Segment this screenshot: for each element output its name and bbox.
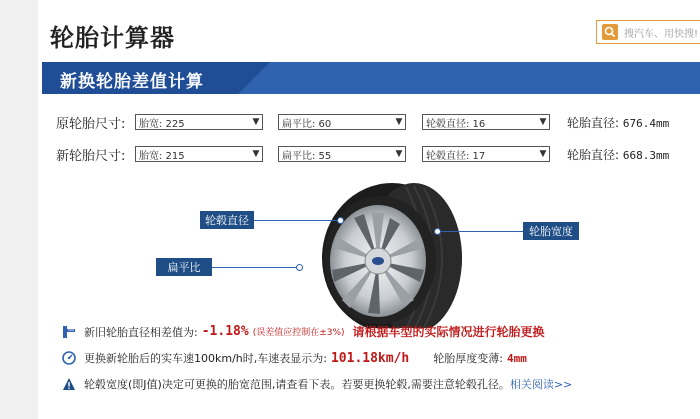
new-tire-label: 新轮胎尺寸: [56, 148, 126, 164]
diameter-diff-warning: 请根据车型的实际情况进行轮胎更换 [352, 325, 545, 339]
original-diameter [567, 114, 669, 131]
chevron-down-icon: ▼ [252, 117, 260, 127]
speed-value: 101.18km/h [330, 350, 410, 366]
original-ratio-value: 扁平比: 60 [282, 118, 332, 130]
rim-diameter-leader [254, 220, 339, 221]
diameter-diff-row [62, 323, 545, 340]
aspect-ratio-dot [296, 264, 303, 271]
rim-diameter-tag: 轮毂直径 [200, 211, 254, 229]
aspect-ratio-tag: 扁平比 [156, 258, 212, 276]
chevron-down-icon: ▼ [539, 117, 547, 127]
diameter-diff-note: (误差值应控制在±3%) [252, 328, 345, 338]
new-diameter [567, 146, 669, 163]
chevron-down-icon: ▼ [252, 149, 260, 159]
original-diameter-value: 676.4mm [622, 117, 670, 130]
warning-icon [62, 377, 76, 391]
chevron-down-icon: ▼ [395, 117, 403, 127]
search-icon[interactable] [602, 24, 618, 40]
tire-illustration [302, 178, 462, 328]
speedometer-icon [62, 351, 76, 365]
new-width-value: 胎宽: 215 [139, 150, 185, 162]
original-width-value: 胎宽: 225 [139, 118, 185, 130]
new-ratio-value: 扁平比: 55 [282, 150, 332, 162]
new-ratio-select[interactable] [278, 146, 406, 162]
diameter-diff-value: -1.18% [201, 324, 249, 339]
thickness-value: 4mm [506, 351, 527, 365]
section-title: 新换轮胎差值计算 [60, 72, 204, 92]
tip-text: 轮毂宽度(即J值)决定可更换的胎宽范围,请查看下表。若要更换轮毂,需要注意轮毂孔径。 [84, 378, 510, 391]
chevron-down-icon: ▼ [539, 149, 547, 159]
new-width-select[interactable] [135, 146, 263, 162]
tire-width-dot [434, 228, 441, 235]
related-reading-link[interactable]: 相关阅读>> [509, 378, 573, 391]
original-rim-value: 轮毂直径: 16 [426, 118, 486, 130]
new-rim-value: 轮毂直径: 17 [426, 150, 486, 162]
new-tire-row [56, 144, 136, 164]
new-diameter-value: 668.3mm [622, 149, 670, 162]
diameter-diff-label: 新旧轮胎直径相差值为: [84, 325, 198, 339]
tire-width-tag: 轮胎宽度 [523, 222, 579, 240]
section-header [42, 62, 700, 94]
thickness-label: 轮胎厚度变薄: [433, 352, 503, 365]
original-tire-label: 原轮胎尺寸: [56, 116, 126, 132]
speed-row [62, 350, 527, 366]
tire-width-leader [436, 231, 523, 232]
tip-row [62, 376, 572, 392]
new-diameter-label: 轮胎直径: [567, 148, 620, 162]
original-width-select[interactable] [135, 114, 263, 130]
new-rim-select[interactable] [422, 146, 550, 162]
speed-label: 更换新轮胎后的实车速100km/h时,车速表显示为: [84, 352, 327, 365]
search-box[interactable] [596, 20, 700, 44]
original-tire-row [56, 112, 136, 132]
aspect-ratio-leader [212, 267, 298, 268]
chevron-down-icon: ▼ [395, 149, 403, 159]
search-input[interactable]: 搜汽车、用快搜! [624, 28, 699, 40]
ruler-icon [62, 325, 76, 339]
page-container [38, 0, 700, 419]
original-rim-select[interactable] [422, 114, 550, 130]
page-title: 轮胎计算器 [50, 24, 175, 52]
original-ratio-select[interactable] [278, 114, 406, 130]
original-diameter-label: 轮胎直径: [567, 116, 620, 130]
rim-diameter-dot [337, 217, 344, 224]
